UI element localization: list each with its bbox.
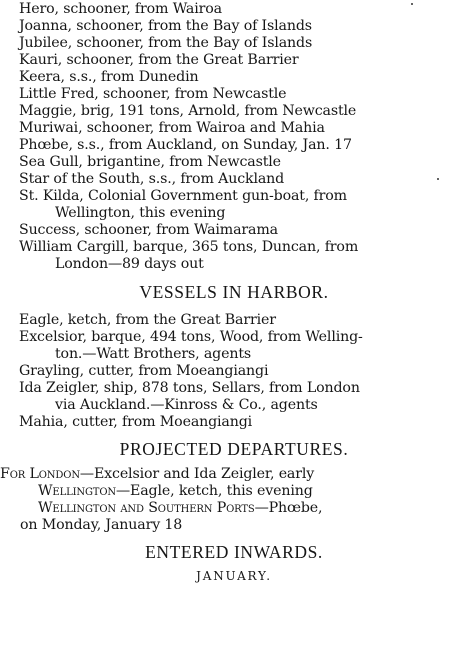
list-item: Ida Zeigler, ship, 878 tons, Sellars, from London via Auckland.—Kinross & Co., agents <box>19 380 360 413</box>
list-item: Kauri, schooner, from the Great Barrier <box>19 52 299 68</box>
list-item: Maggie, brig, 191 tons, Arnold, from Newcastle <box>19 103 357 119</box>
print-speck <box>411 3 413 5</box>
list-item: Sea Gull, brigantine, from Newcastle <box>19 154 281 170</box>
print-speck <box>437 178 439 180</box>
list-item-continuation: on Monday, January 18 <box>20 517 183 533</box>
list-item: Little Fred, schooner, from Newcastle <box>19 86 287 102</box>
list-item: For London—Excelsior and Ida Zeigler, early <box>0 466 315 482</box>
projected-departures-heading: PROJECTED DEPARTURES. <box>119 439 349 459</box>
list-item: Success, schooner, from Waimarama <box>19 222 278 238</box>
list-item: William Cargill, barque, 365 tons, Duncan, from London—89 days out <box>19 239 359 272</box>
list-item: St. Kilda, Colonial Government gun-boat, from Wellington, this evening <box>19 188 347 221</box>
entered-inwards-month: JANUARY. <box>196 569 272 583</box>
departures-list <box>0 466 468 534</box>
list-item: Joanna, schooner, from the Bay of Islands <box>19 18 312 34</box>
vessels-list <box>0 312 468 431</box>
list-item: Wellington and Southern Ports—Phœbe, <box>38 500 323 516</box>
arrivals-list <box>0 0 468 273</box>
list-item: Wellington—Eagle, ketch, this evening <box>38 483 313 499</box>
list-item: Mahia, cutter, from Moeangiangi <box>19 414 253 430</box>
entered-inwards-heading: ENTERED INWARDS. <box>145 542 323 562</box>
list-item: Hero, schooner, from Wairoa <box>19 1 222 17</box>
vessels-in-harbor-heading: VESSELS IN HARBOR. <box>139 282 329 302</box>
list-item: Muriwai, schooner, from Wairoa and Mahia <box>19 120 325 136</box>
list-item: Grayling, cutter, from Moeangiangi <box>19 363 269 379</box>
list-item: Phœbe, s.s., from Auckland, on Sunday, Jan. 17 <box>19 137 352 153</box>
list-item: Excelsior, barque, 494 tons, Wood, from Welling- ton.—Watt Brothers, agents <box>19 329 363 362</box>
list-item: Eagle, ketch, from the Great Barrier <box>19 312 276 328</box>
list-item: Star of the South, s.s., from Auckland <box>19 171 285 187</box>
list-item: Jubilee, schooner, from the Bay of Islands <box>19 35 313 51</box>
list-item: Keera, s.s., from Dunedin <box>19 69 199 85</box>
